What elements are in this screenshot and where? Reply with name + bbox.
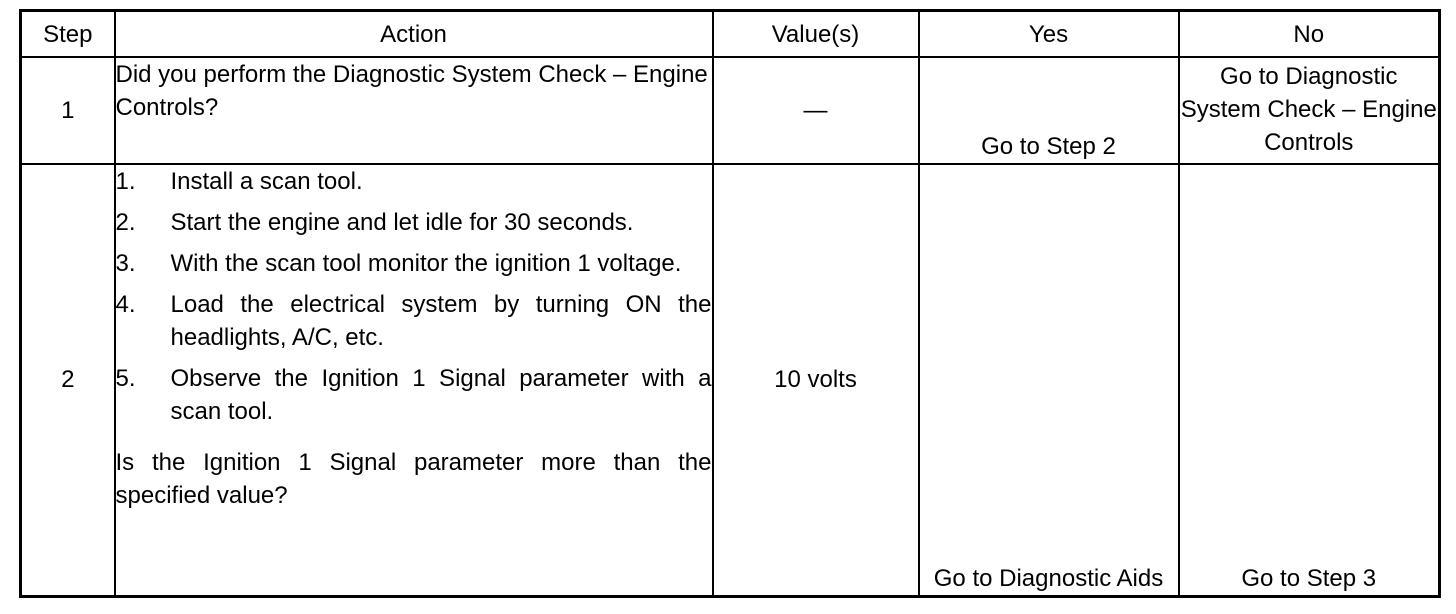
instruction-number: 3. [115,250,136,277]
value-cell: — [713,57,919,164]
table-row [21,164,1440,596]
no-cell: Go to Diagnostic System Check – Engine Controls [1179,57,1440,164]
list-item [116,206,712,239]
header-no: No [1179,11,1440,58]
list-item [116,165,712,198]
list-item [116,247,712,280]
instruction-text: Start the engine and let idle for 30 seconds. [170,209,634,236]
header-values: Value(s) [713,11,919,58]
action-text: Did you perform the Diagnostic System Check – Engine Controls? [115,61,708,121]
instruction-number: 4. [115,291,136,318]
instruction-text: Install a scan tool. [170,168,363,195]
header-row [21,11,1440,58]
action-cell [115,57,713,164]
instruction-text: Observe the Ignition 1 Signal parameter with a scan tool. [170,365,712,425]
header-step: Step [21,11,115,58]
instruction-number: 2. [115,209,136,236]
table-row [21,57,1440,164]
list-item [116,288,712,354]
header-action: Action [115,11,713,58]
step-number: 1 [21,57,115,164]
list-item [116,362,712,428]
header-yes: Yes [919,11,1179,58]
diagnostic-table [19,9,1441,598]
instruction-text: With the scan tool monitor the ignition 1 voltage. [170,250,682,277]
instruction-text: Load the electrical system by turning ON the headlights, A/C, etc. [170,291,712,351]
value-cell: 10 volts [713,164,919,596]
step-number: 2 [21,164,115,596]
instruction-list [116,165,712,428]
action-cell [115,164,713,596]
question-text: Is the Ignition 1 Signal parameter more than the specified value? [115,449,712,509]
instruction-number: 5. [115,365,136,392]
yes-cell: Go to Step 2 [919,57,1179,164]
no-cell: Go to Step 3 [1179,164,1440,596]
instruction-number: 1. [115,168,136,195]
yes-cell: Go to Diagnostic Aids [919,164,1179,596]
